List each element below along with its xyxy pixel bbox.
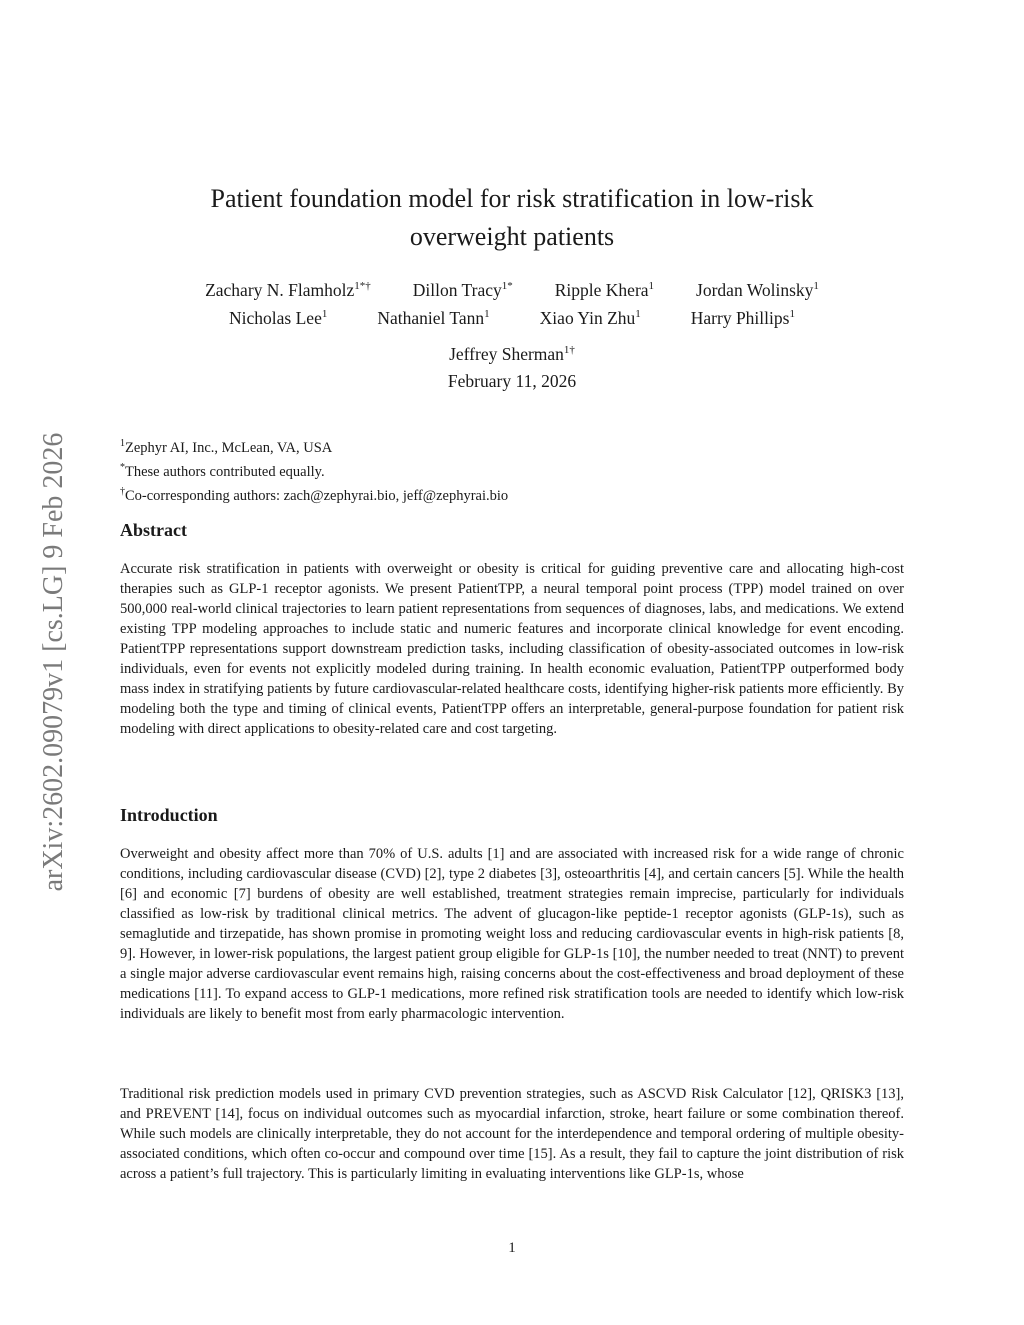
author: Ripple Khera$^1$ (554, 279, 655, 300)
introduction-heading: Introduction (120, 805, 218, 825)
abstract-heading: Abstract (120, 520, 187, 540)
author: Nathaniel Tann$^1$ (377, 307, 490, 328)
author-list (120, 274, 904, 365)
author: Jeffrey Sherman$^{1\dagger}$ (449, 343, 575, 364)
author-row-1 (120, 274, 904, 302)
arxiv-stamp: arXiv:2602.09079v1 [cs.LG] 9 Feb 2026 (38, 432, 69, 892)
title-line-2: overweight patients (409, 222, 615, 251)
abstract-text: Accurate risk stratification in patients with overweight or obesity is critical for guiding preventive care and allocating high-cost therapies such as GLP-1 receptor agonists. We present PatientTPP, a neural temporal point process (TPP) model trained on over 500,000 real-world clinical trajectories to learn patient representations from sequences of diagnoses, labs, and medications. We extend existing TPP modeling approaches to include static and numeric features and incorporate clinical knowledge for event encoding. PatientTPP representations support downstream prediction tasks, including classification of obesity-associated outcomes in low-risk individuals, even for events not explicitly modeled during training. In health economic evaluation, PatientTPP outperformed body mass index in stratifying patients by future cardiovascular-related healthcare costs, identifying higher-risk patients more efficiently. By modeling both the type and timing of clinical events, PatientTPP offers an interpretable, general-purpose foundation for patient risk modeling with direct applications to obesity-related care and cost targeting. (120, 561, 904, 737)
author-row-2 (120, 302, 904, 330)
author: Dillon Tracy$^{1*}$ (412, 279, 513, 300)
title-line-1: Patient foundation model for risk stratification in low-risk (210, 184, 814, 213)
page-number: 1 (508, 1240, 516, 1256)
author: Xiao Yin Zhu$^1$ (539, 307, 641, 328)
author: Jordan Wolinsky$^1$ (696, 279, 819, 300)
paper-title (120, 180, 904, 256)
paper-date: February 11, 2026 (447, 371, 577, 391)
author: Nicholas Lee$^1$ (229, 307, 328, 328)
affiliation: $^1$Zephyr AI, Inc., McLean, VA, USA (120, 438, 333, 456)
author: Zachary N. Flamholz$^{1*\dagger}$ (205, 279, 371, 300)
affiliation: †Co-corresponding authors: zach@zephyrai.bio, jeff@zephyrai.bio (120, 485, 509, 504)
author-row-3 (120, 338, 904, 366)
intro-paragraph-2: Traditional risk prediction models used in primary CVD prevention strategies, such as ASCVD Risk Calculator [12], QRISK3 [13], and PREVENT [14], focus on individual outcomes such as myocardial infarction, stroke, heart failure or some combination thereof. While such models are clinically interpretable, they do not account for the interdependence and temporal ordering of multiple obesity-associated conditions, which often co-occur and compound over time [15]. As a result, they fail to capture the joint distribution of risk across a patient’s full trajectory. This is particularly limiting in evaluating interventions like GLP-1s, whose (120, 1086, 904, 1182)
affiliations (120, 434, 508, 505)
author: Harry Phillips$^1$ (690, 307, 795, 328)
affiliation: *These authors contributed equally. (120, 461, 325, 480)
intro-paragraph-1: Overweight and obesity affect more than 70% of U.S. adults [1] and are associated with increased risk for a wide range of chronic conditions, including cardiovascular disease (CVD) [2], type 2 diabetes [3], osteoarthritis [4], and certain cancers [5]. While the health [6] and economic [7] burdens of obesity are well established, treatment strategies remain imprecise, particularly for individuals classified as low-risk by traditional clinical metrics. The advent of glucagon-like peptide-1 receptor agonists (GLP-1s), such as semaglutide and tirzepatide, has shown promise in promoting weight loss and reducing cardiovascular events in high-risk patients [8, 9]. However, in lower-risk populations, the largest patient group eligible for GLP-1s [10], the number needed to treat (NNT) to prevent a single major adverse cardiovascular event remains high, raising concerns about the cost-effectiveness and broad deployment of these medications [11]. To expand access to GLP-1 medications, more refined risk stratification tools are needed to identify which low-risk individuals are likely to benefit most from early pharmacologic intervention. (120, 846, 904, 1022)
